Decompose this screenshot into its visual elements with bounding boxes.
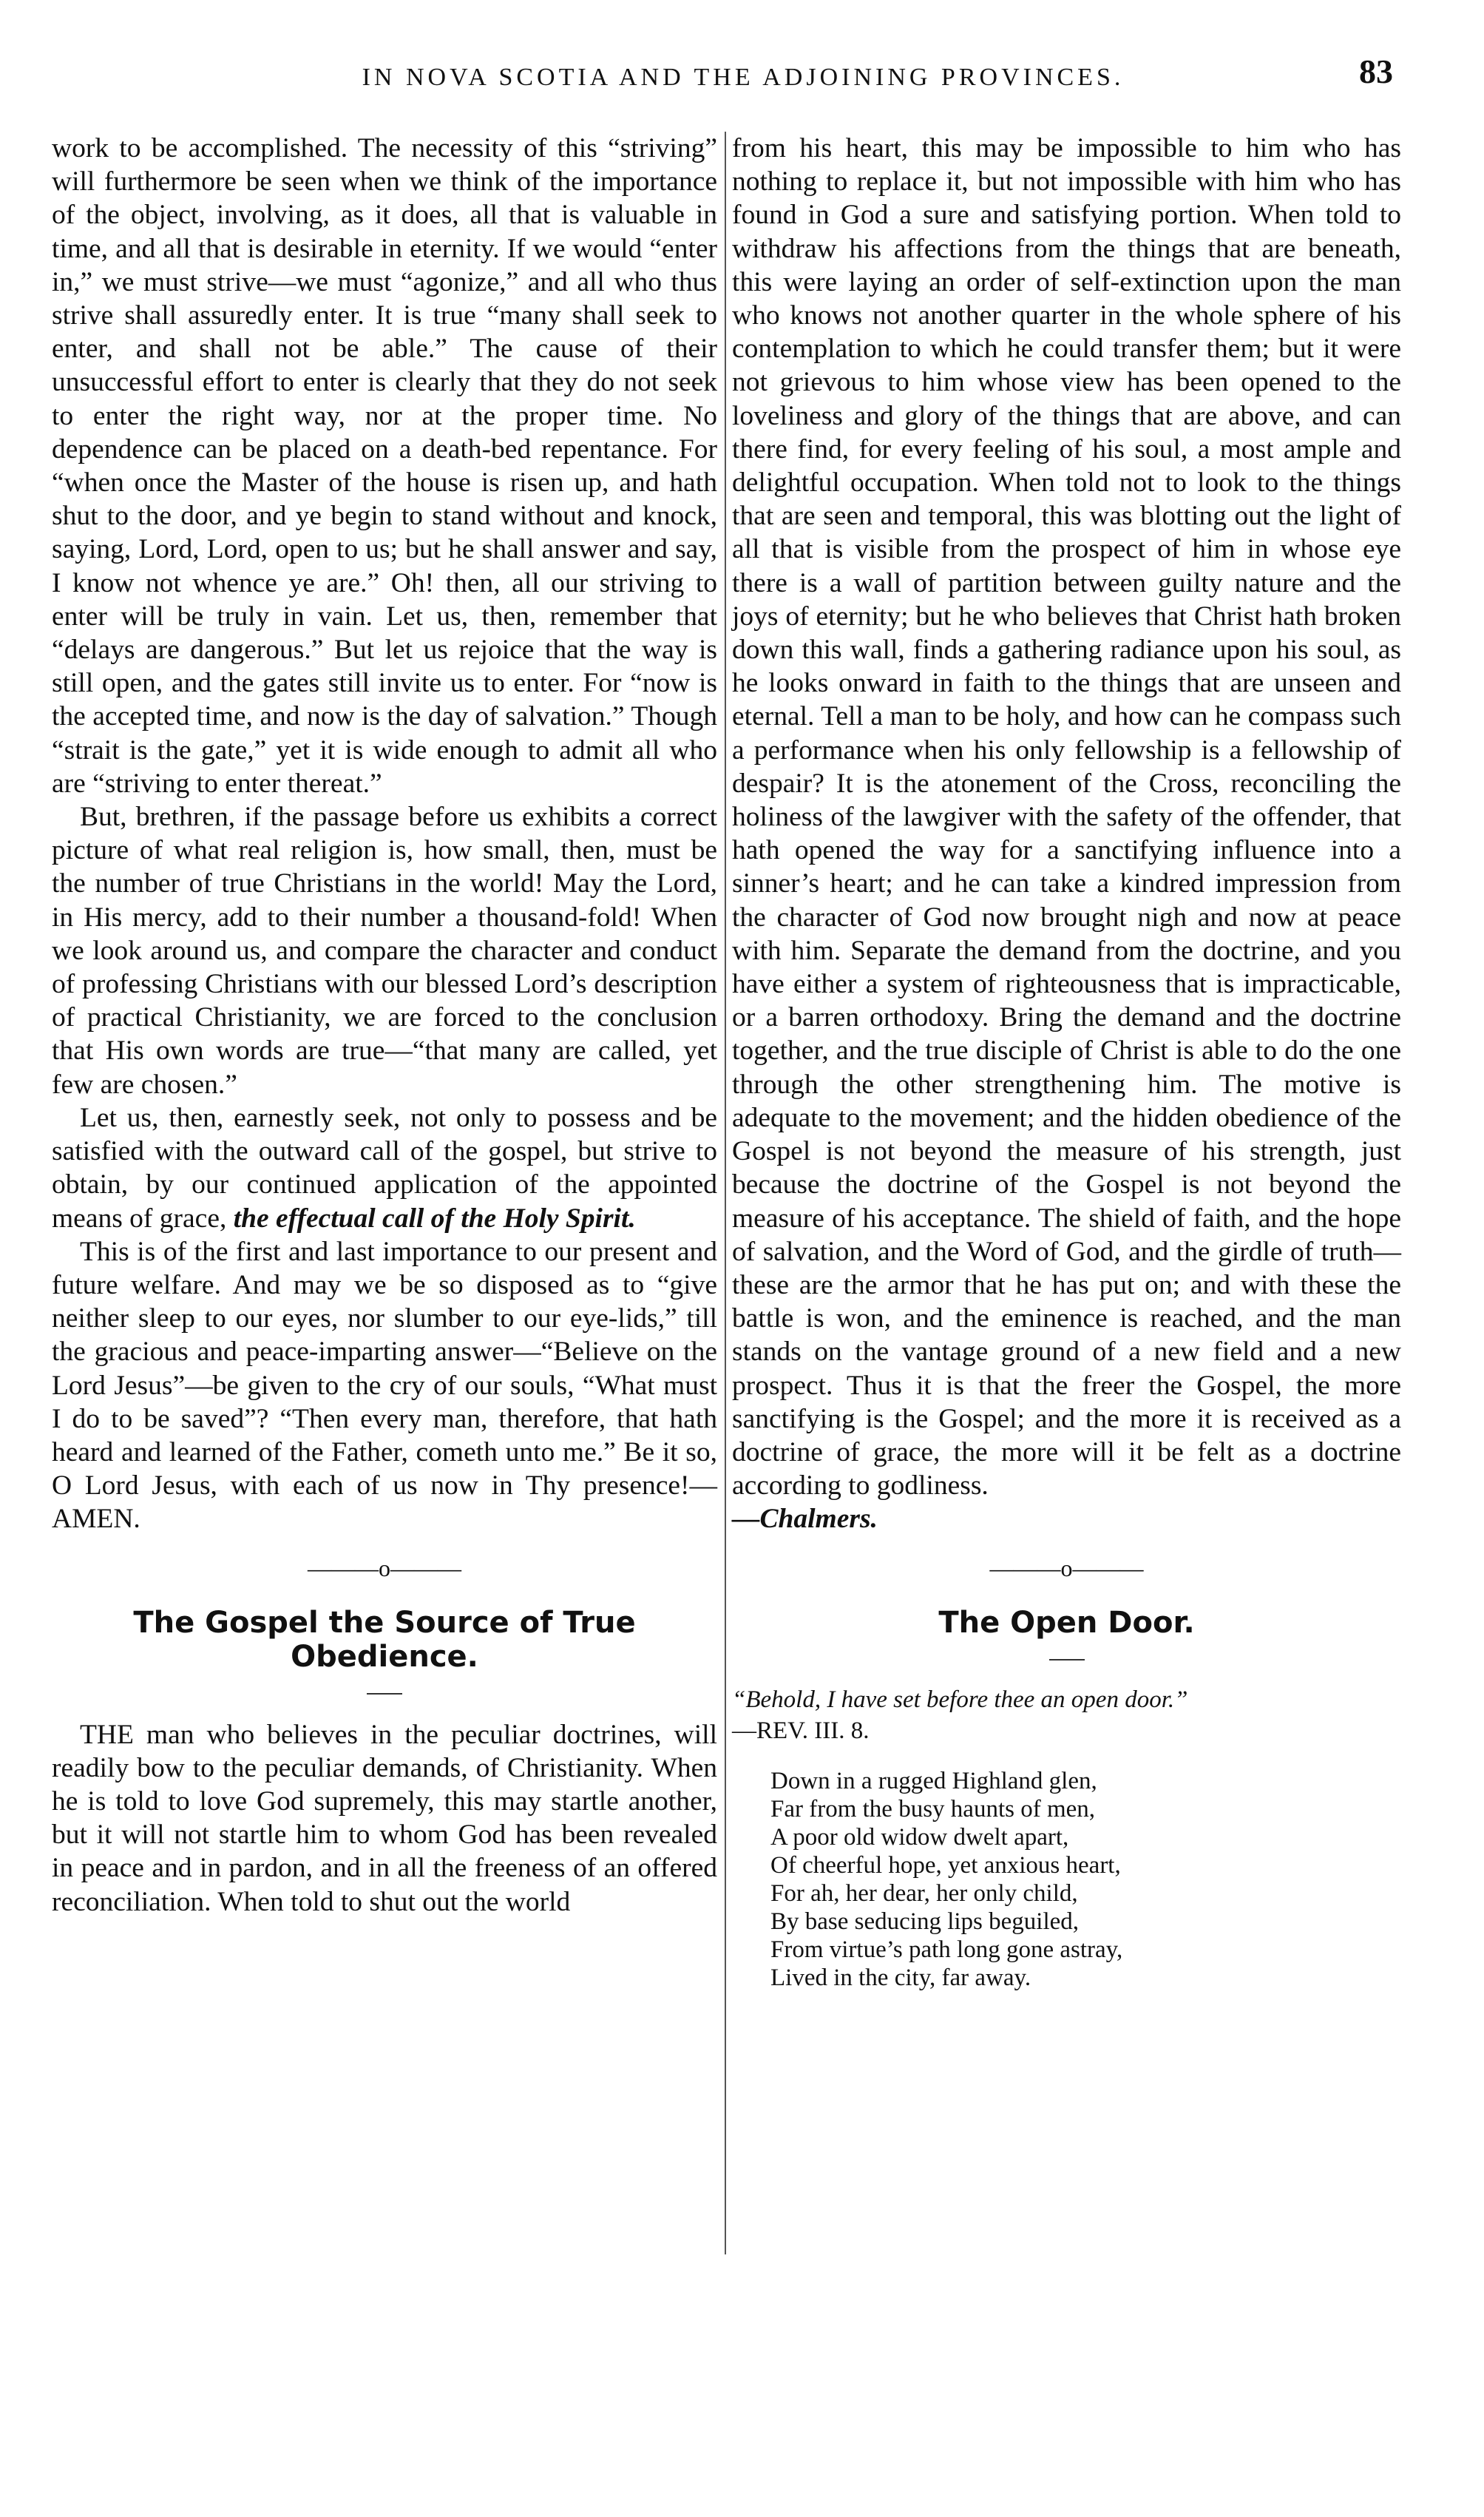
article-title: The Gospel the Source of True Obedience. (133, 1605, 636, 1674)
poem-title: The Open Door. (938, 1605, 1195, 1640)
poem-line: Of cheerful hope, yet anxious heart, (770, 1851, 1121, 1879)
poem-line: Far from the busy haunts of men, (770, 1795, 1096, 1822)
poem-line: By base seducing lips beguiled, (770, 1908, 1080, 1935)
article-paragraph: THE man who believes in the peculiar doctrines, will readily bow to the peculiar demands, of Christianity. When he is told to love God supremely, this may startle another, but it will not startle him to whom God has been revealed in peace and in pardon, and in all the freeness of an offered reconciliation. When told to shut out the world (52, 1719, 717, 1917)
column-divider-line (725, 132, 726, 2254)
title-underline-left (52, 1681, 717, 1703)
poem-line: A poor old widow dwelt apart, (770, 1823, 1069, 1851)
left-column (52, 132, 717, 1919)
poem-stanza (770, 1767, 1401, 1992)
epigraph-quote: “Behold, I have set before thee an open door.” (732, 1686, 1188, 1713)
article-continuation: from his heart, this may be impossible to him who has nothing to replace it, but not impossible with him who has found in God a sure and satisfying portion. When told to withdraw his affections from the things that are beneath, this were laying an order of self-extinction upon the man who knows not another quarter in the whole sphere of his contemplation to which he could transfer them; but it were not grievous to him whose view has been opened to the loveliness and glory of the things that are above, and can there find, for every feeling of his soul, a most ample and delightful occupation. When told not to look to the things that are seen and temporal, this was blotting out the light of all that is visible from the prospect of him in whose eye there is a wall of partition between guilty nature and the joys of eternity; but he who believes that Christ hath broken down this wall, finds a gathering radiance upon his soul, as he looks onward in faith to the things that are unseen and eternal. Tell a man to be holy, and how can he compass such a performance when his only fellowship is a fellowship of despair? It is the atonement of the Cross, reconciling the holiness of the lawgiver with the safety of the offender, that hath opened the way for a sanctifying influence into a sinner’s heart; and he can take a kindred impression from the character of God now brought nigh and now at peace with him. Separate the demand from the doctrine, and you have either a system of righteousness that is impracticable, or a barren orthodoxy. Bring the demand and the doctrine together, and the true disciple of Christ is able to do the one through the other strengthening him. The motive is adequate to the movement; and the hidden obedience of the Gospel is not beyond the measure of his strength, just because the doctrine of the Gospel is not beyond the measure of his acceptance. The shield of faith, and the hope of salvation, and the Word of God, and the girdle of truth—these are the armor that he has put on; and with these the battle is won, and the eminence is reached, and the man stands on the vantage ground of a new field and a new prospect. Thus it is that the freer the Gospel, the more sanctifying is the Gospel; and the more it is received as a doctrine of grace, the more will it be felt as a doctrine according to godliness. (732, 133, 1401, 1501)
poem-epigraph (732, 1684, 1401, 1746)
sermon-paragraph-3-text: Let us, then, earnestly seek, not only to possess and be satisfied with the outward call of the gospel, but strive to obtain, by our continued application of the appointed means of grace, (52, 1102, 717, 1234)
italic-phrase: the effectual call of the Holy Spirit. (233, 1203, 636, 1234)
poem-line: For ah, her dear, her only child, (770, 1879, 1078, 1907)
poem-line: Down in a rugged Highland glen, (770, 1767, 1097, 1794)
sermon-paragraph-4: This is of the first and last importance to our present and future welfare. And may we be so disposed as to “give neither sleep to our eyes, nor slumber to our eye-lids,” till the gracious and peace-imparting answer—“Believe on the Lord Jesus”—be given to the cry of our souls, “What must I do to be saved”? “Then every man, therefore, that hath heard and learned of the Father, cometh unto me.” Be it so, O Lord Jesus, with each of us now in Thy presence!—AMEN. (52, 1236, 717, 1535)
page-number: 83 (1359, 53, 1393, 90)
epigraph-reference: —REV. III. 8. (732, 1717, 870, 1744)
section-divider-left: ———o——— (308, 1554, 461, 1581)
poem-line: Lived in the city, far away. (770, 1964, 1031, 1991)
sermon-paragraph-1: work to be accomplished. The necessity of this “striving” will furthermore be seen when we think of the importance of the object, involving, as it does, all that is valuable in time, and all that is desirable in eternity. If we would “enter in,” we must strive—we must “agonize,” and all who thus strive shall assuredly enter. It is true “many shall seek to enter, and shall not be able.” The cause of their unsuccessful effort to enter is clearly that they do not seek to enter the right way, nor at the proper time. No dependence can be placed on a death-bed repentance. For “when once the Master of the house is risen up, and hath shut to the door, and ye begin to stand without and knock, saying, Lord, Lord, open to us; but he shall answer and say, I know not whence ye are.” Oh! then, all our striving to enter will be truly in vain. Let us, then, remember that “delays are dangerous.” But let us rejoice that the way is still open, and the gates still invite us to enter. For “now is the accepted time, and now is the day of salvation.” Though “strait is the gate,” yet it is wide enough to admit all who are “striving to enter thereat.” (52, 133, 717, 799)
article-author: —Chalmers. (732, 1504, 878, 1535)
running-header: IN NOVA SCOTIA AND THE ADJOINING PROVINCES. (362, 64, 1125, 91)
section-divider-right: ———o——— (989, 1554, 1144, 1581)
sermon-paragraph-2: But, brethren, if the passage before us exhibits a correct picture of what real religion is, how small, then, must be the number of true Christians in the world! May the Lord, in His mercy, add to their number a thousand-fold! When we look around us, and compare the character and conduct of professing Christians with our blessed Lord’s description of practical Christianity, we are forced to the conclusion that His own words are true—“that many are called, yet few are chosen.” (52, 802, 717, 1100)
right-column (732, 132, 1401, 1992)
title-underline-right (732, 1647, 1401, 1669)
sermon-paragraph-3 (52, 1101, 717, 1235)
poem-line: From virtue’s path long gone astray, (770, 1936, 1123, 1963)
